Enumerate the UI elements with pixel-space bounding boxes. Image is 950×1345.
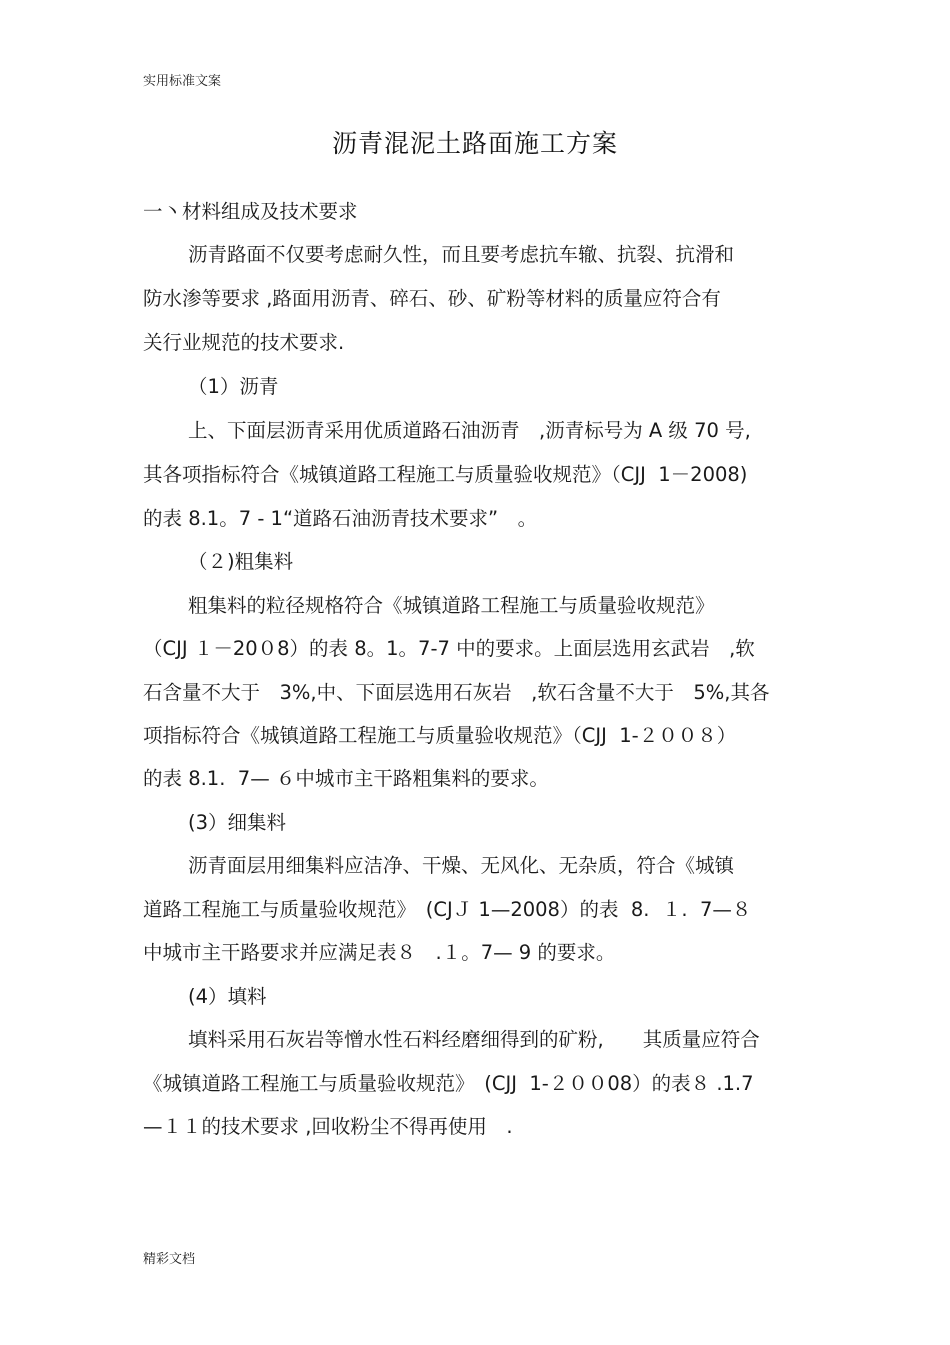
paragraph-line: 道路工程施工与质量验收规范》 (CJＪ 1—2008）的表 8. １. 7—８ xyxy=(143,898,752,921)
subsection-heading: （２)粗集料 xyxy=(188,550,294,573)
paragraph-line: （CJJ １－20０8）的表 8。1。7-7 中的要求。上面层选用玄武岩 ,软 xyxy=(143,637,755,660)
paragraph-line: 《城镇道路工程施工与质量验收规范》 (CJJ 1-２００08）的表８ .1.7 xyxy=(143,1072,754,1095)
paragraph-line: 其各项指标符合《城镇道路工程施工与质量验收规范》（CJJ 1－2008) xyxy=(143,463,748,486)
paragraph-line: —１１的技术要求 ,回收粉尘不得再使用 . xyxy=(143,1115,513,1138)
subsection-heading: (4）填料 xyxy=(188,985,267,1008)
paragraph-line: 的表 8.1。7 - 1“道路石油沥青技术要求” 。 xyxy=(143,507,538,530)
paragraph-line: 中城市主干路要求并应满足表８ .１。7— 9 的要求。 xyxy=(143,941,616,964)
paragraph-line: 的表 8.1. 7— ６中城市主干路粗集料的要求。 xyxy=(143,767,549,790)
paragraph-line: 项指标符合《城镇道路工程施工与质量验收规范》（CJJ 1-２００８） xyxy=(143,724,737,747)
paragraph-line: 上、下面层沥青采用优质道路石油沥青 ,沥青标号为 A 级 70 号, xyxy=(188,419,751,442)
paragraph-line: 粗集料的粒径规格符合《城镇道路工程施工与质量验收规范》 xyxy=(188,594,715,617)
section-heading: 一丶材料组成及技术要求 xyxy=(143,200,358,223)
subsection-heading: (3）细集料 xyxy=(188,811,287,834)
page-footer: 精彩文档 xyxy=(143,1252,196,1267)
subsection-heading: （1）沥青 xyxy=(188,375,279,398)
page-header: 实用标准文案 xyxy=(143,74,222,89)
paragraph-line: 石含量不大于 3%,中、下面层选用石灰岩 ,软石含量不大于 5%,其各 xyxy=(143,681,770,704)
paragraph-line: 防水渗等要求 ,路面用沥青、碎石、砂、矿粉等材料的质量应符合有 xyxy=(143,287,721,310)
paragraph-line: 关行业规范的技术要求. xyxy=(143,331,345,354)
paragraph-line: 沥青面层用细集料应洁净、干燥、无风化、无杂质，符合《城镇 xyxy=(188,854,735,877)
paragraph-line: 沥青路面不仅要考虑耐久性，而且要考虑抗车辙、抗裂、抗滑和 xyxy=(188,243,735,266)
paragraph-line: 填料采用石灰岩等憎水性石料经磨细得到的矿粉, 其质量应符合 xyxy=(188,1028,760,1051)
document-title: 沥青混泥土路面施工方案 xyxy=(331,129,618,158)
